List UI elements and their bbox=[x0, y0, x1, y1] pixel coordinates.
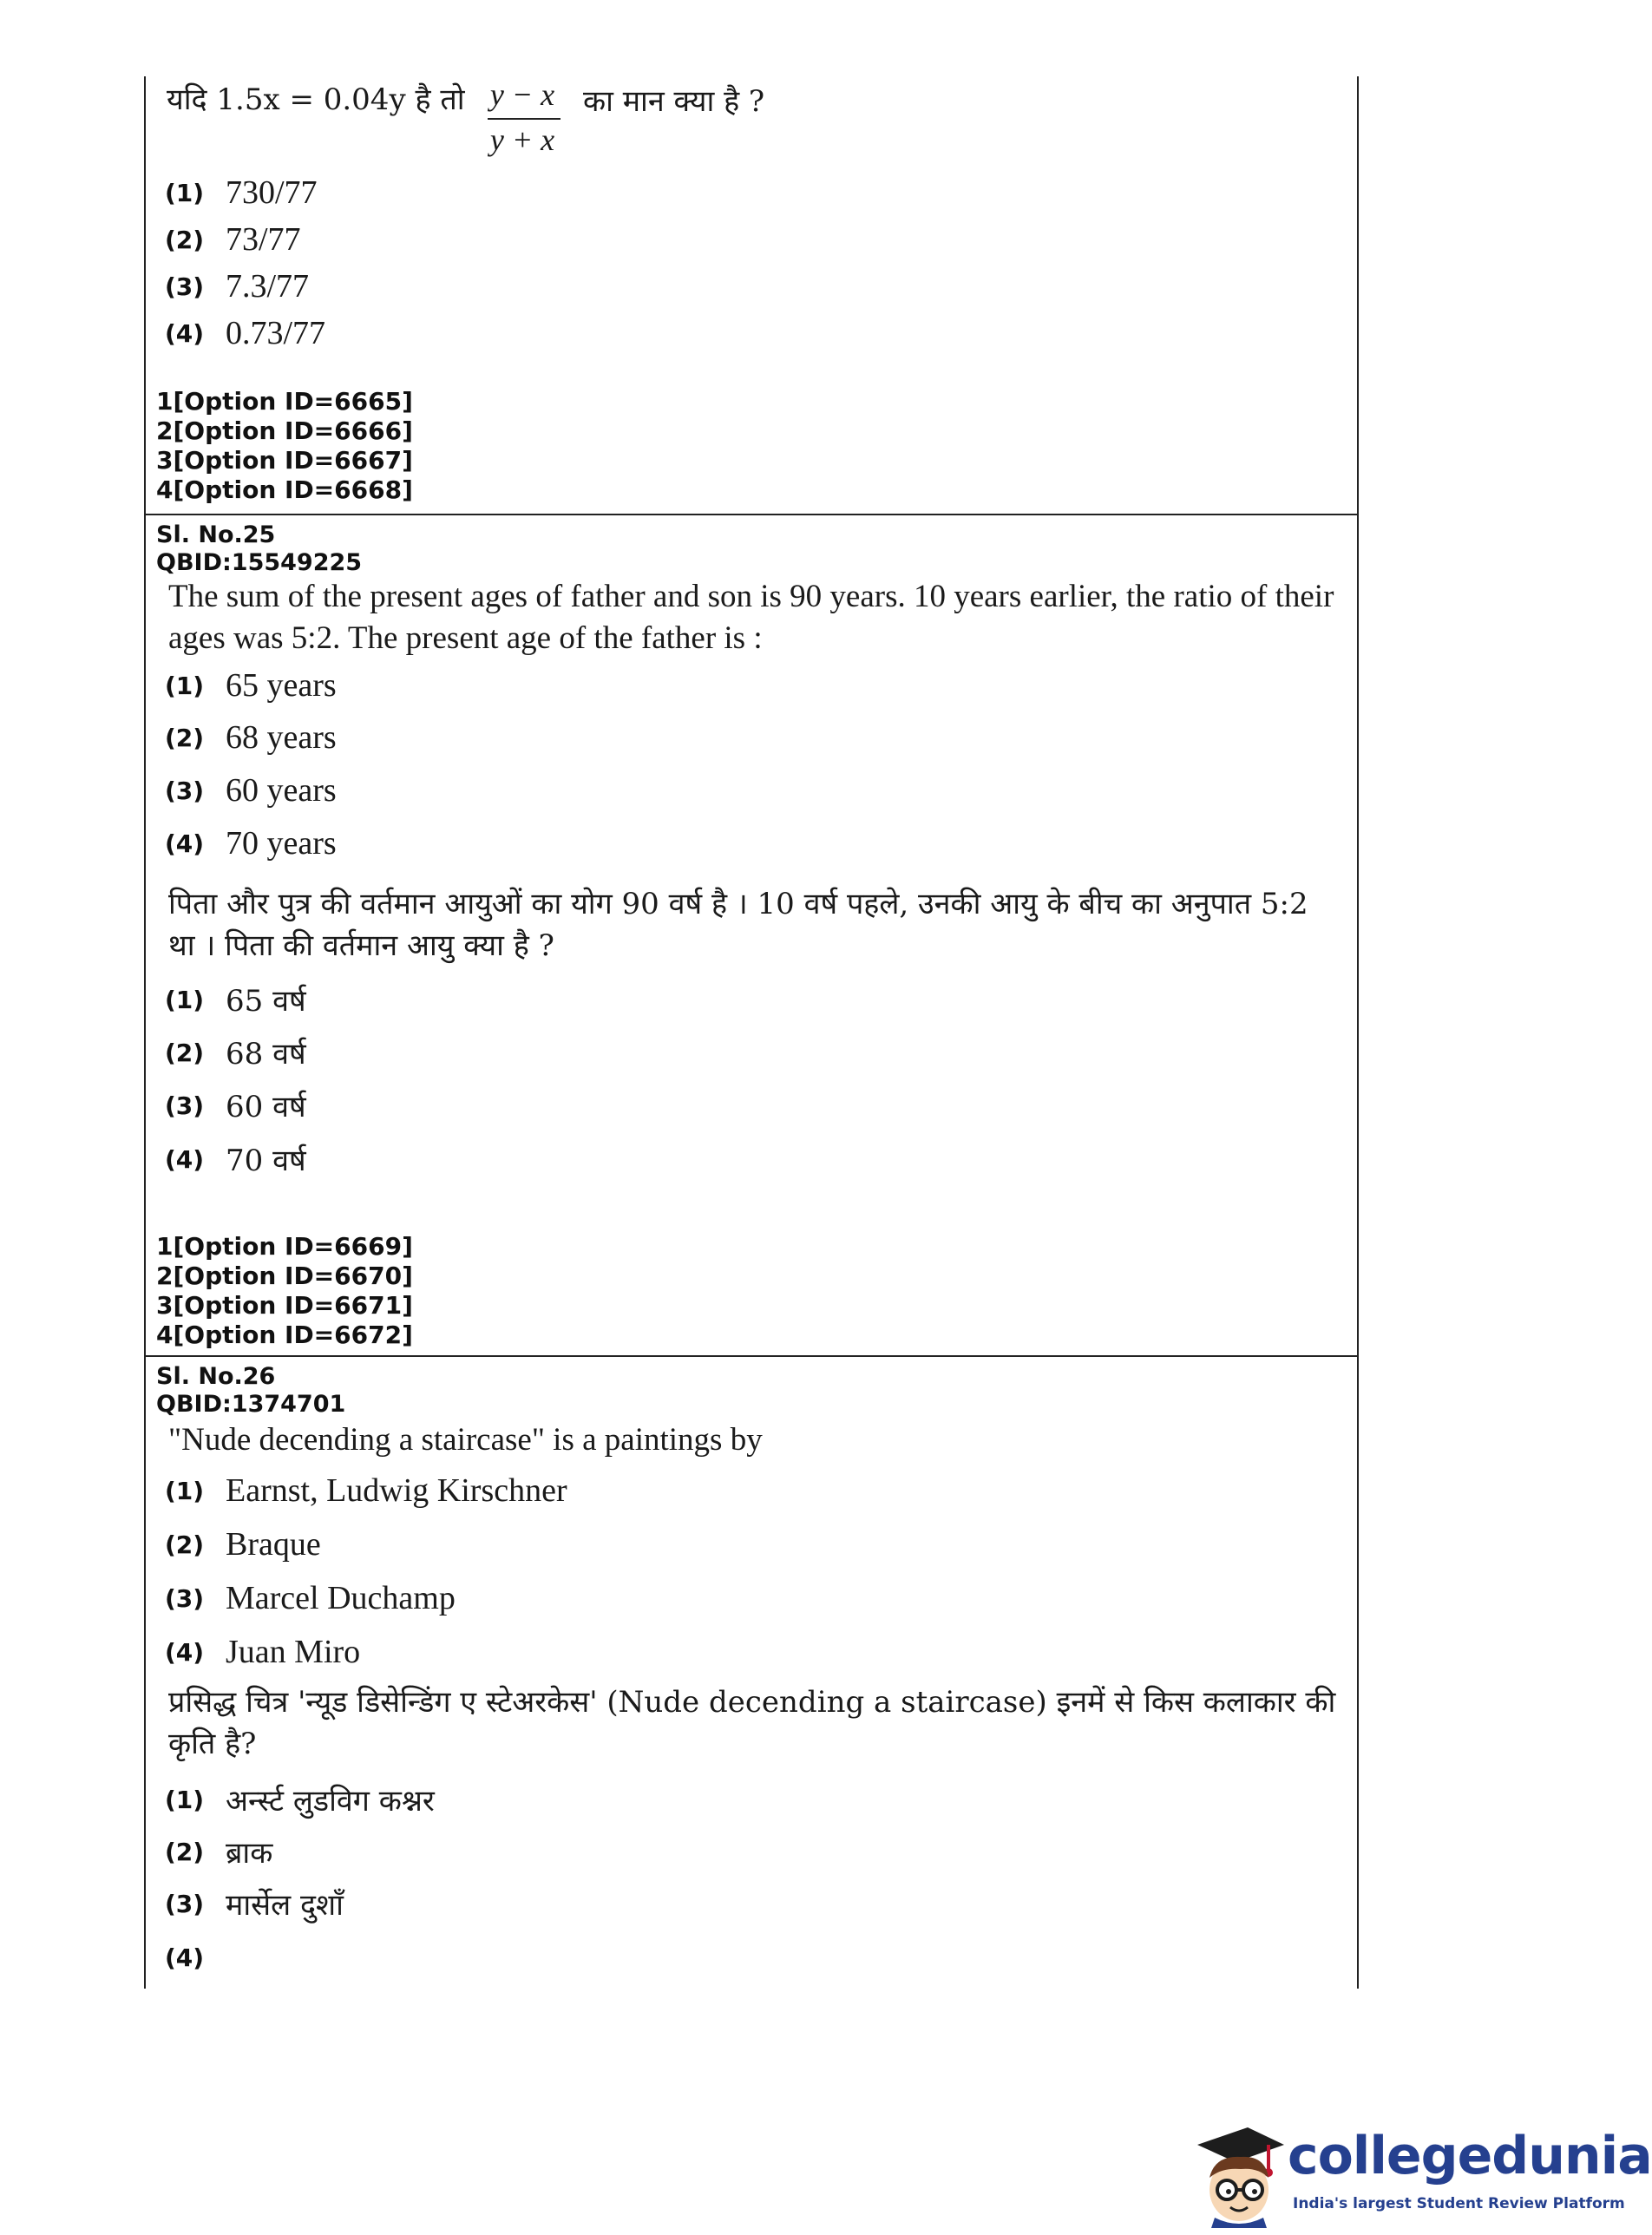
option-id: 4[Option ID=6672] bbox=[156, 1321, 413, 1349]
option-3-hindi bbox=[165, 1881, 344, 1926]
option-text: 65 years bbox=[226, 667, 337, 704]
option-text: 65 वर्ष bbox=[226, 984, 306, 1019]
option-text: अर्न्स्ट लुडविग कश्नर bbox=[226, 1784, 435, 1819]
collegedunia-logo[interactable] bbox=[1180, 2115, 1652, 2235]
option-number: (2) bbox=[165, 1530, 205, 1559]
question-24-stem-pre: यदि 1.5x = 0.04y है तो bbox=[167, 82, 465, 117]
option-4 bbox=[165, 821, 337, 866]
option-number: (2) bbox=[165, 1038, 205, 1067]
option-text: मार्सेल दुशाँ bbox=[226, 1888, 344, 1923]
option-ids bbox=[156, 387, 413, 505]
question-26-block bbox=[146, 1355, 1357, 1990]
question-text-english: "Nude decending a staircase" is a paintings by bbox=[168, 1422, 763, 1458]
qbid: QBID:1374701 bbox=[156, 1391, 346, 1418]
option-1-hindi bbox=[165, 977, 306, 1022]
option-2 bbox=[165, 715, 337, 760]
question-24-stem-post: का मान क्या है ? bbox=[583, 84, 765, 119]
question-text-hindi: पिता और पुत्र की वर्तमान आयुओं का योग 90 वर्ष है । 10 वर्ष पहले, उनकी आयु के बीच का अनुपात 5:2 था । पिता की वर्तमान आयु क्या है ? bbox=[168, 887, 1308, 963]
option-3 bbox=[165, 1576, 456, 1621]
option-text: 68 वर्ष bbox=[226, 1037, 306, 1072]
option-1-hindi bbox=[165, 1777, 435, 1822]
option-text: 73/77 bbox=[226, 221, 301, 258]
serial-number: Sl. No.26 bbox=[156, 1363, 276, 1390]
option-1 bbox=[165, 663, 337, 708]
option-number: (1) bbox=[165, 1476, 205, 1505]
option-text: 60 वर्ष bbox=[226, 1090, 306, 1124]
option-4 bbox=[165, 311, 325, 356]
option-4-hindi bbox=[165, 1935, 226, 1980]
option-number: (4) bbox=[165, 1943, 205, 1972]
option-id: 1[Option ID=6665] bbox=[156, 387, 413, 416]
fraction bbox=[482, 76, 562, 163]
option-2-hindi bbox=[165, 1030, 306, 1075]
option-number: (1) bbox=[165, 671, 205, 700]
option-number: (1) bbox=[165, 178, 205, 207]
question-24-stem bbox=[167, 76, 1295, 163]
option-text: ब्राक bbox=[226, 1836, 273, 1871]
option-4 bbox=[165, 1629, 360, 1675]
question-paper-sheet bbox=[144, 76, 1359, 1989]
option-number: (4) bbox=[165, 829, 205, 858]
option-3 bbox=[165, 264, 309, 309]
option-number: (1) bbox=[165, 985, 205, 1014]
brand-name: collegedunia bbox=[1288, 2126, 1652, 2186]
option-text: Earnst, Ludwig Kirschner bbox=[226, 1472, 567, 1509]
option-number: (3) bbox=[165, 776, 205, 805]
option-number: (3) bbox=[165, 1091, 205, 1120]
option-id: 3[Option ID=6667] bbox=[156, 446, 413, 475]
option-3-hindi bbox=[165, 1083, 306, 1128]
option-number: (4) bbox=[165, 1637, 205, 1667]
option-text: 60 years bbox=[226, 772, 337, 809]
option-text: 70 years bbox=[226, 825, 337, 862]
question-text-hindi: प्रसिद्ध चित्र 'न्यूड डिसेन्डिंग ए स्टेअरकेस' (Nude decending a staircase) इनमें से किस कलाकार की कृति है? bbox=[168, 1685, 1336, 1761]
option-text: 68 years bbox=[226, 719, 337, 756]
qbid: QBID:15549225 bbox=[156, 549, 363, 576]
option-number: (3) bbox=[165, 1583, 205, 1613]
option-number: (2) bbox=[165, 225, 205, 254]
question-24-block bbox=[146, 76, 1357, 512]
option-id: 2[Option ID=6666] bbox=[156, 416, 413, 445]
option-id: 1[Option ID=6669] bbox=[156, 1232, 413, 1261]
student-mascot-icon bbox=[1180, 2115, 1291, 2228]
option-text: Marcel Duchamp bbox=[226, 1580, 456, 1616]
option-id: 2[Option ID=6670] bbox=[156, 1262, 413, 1290]
fraction-denominator: y + x bbox=[489, 122, 555, 157]
option-text: Juan Miro bbox=[226, 1634, 361, 1670]
option-2 bbox=[165, 217, 301, 262]
fraction-numerator: y − x bbox=[489, 77, 555, 112]
option-1 bbox=[165, 1468, 567, 1513]
option-2 bbox=[165, 1522, 321, 1567]
option-text: 70 वर्ष bbox=[226, 1144, 306, 1178]
option-number: (4) bbox=[165, 1144, 205, 1174]
option-ids bbox=[156, 1232, 413, 1350]
option-3 bbox=[165, 768, 337, 813]
option-text: 0.73/77 bbox=[226, 315, 326, 351]
option-text: 7.3/77 bbox=[226, 268, 310, 305]
option-text: 730/77 bbox=[226, 174, 318, 211]
option-number: (2) bbox=[165, 723, 205, 752]
question-25-block bbox=[146, 514, 1357, 1355]
option-2-hindi bbox=[165, 1829, 272, 1874]
option-id: 3[Option ID=6671] bbox=[156, 1291, 413, 1320]
option-id: 4[Option ID=6668] bbox=[156, 475, 413, 504]
option-number: (3) bbox=[165, 1889, 205, 1918]
option-number: (1) bbox=[165, 1785, 205, 1814]
question-text-english: The sum of the present ages of father and son is 90 years. 10 years earlier, the ratio of their ages was 5:2. The present age of the father is : bbox=[168, 579, 1334, 656]
option-1 bbox=[165, 170, 318, 215]
fraction-bar bbox=[488, 118, 560, 120]
option-number: (3) bbox=[165, 272, 205, 301]
serial-number: Sl. No.25 bbox=[156, 521, 276, 548]
brand-tagline: India's largest Student Review Platform bbox=[1293, 2195, 1625, 2212]
option-text: Braque bbox=[226, 1526, 321, 1563]
option-number: (4) bbox=[165, 318, 205, 348]
option-4-hindi bbox=[165, 1137, 306, 1182]
option-number: (2) bbox=[165, 1837, 205, 1866]
